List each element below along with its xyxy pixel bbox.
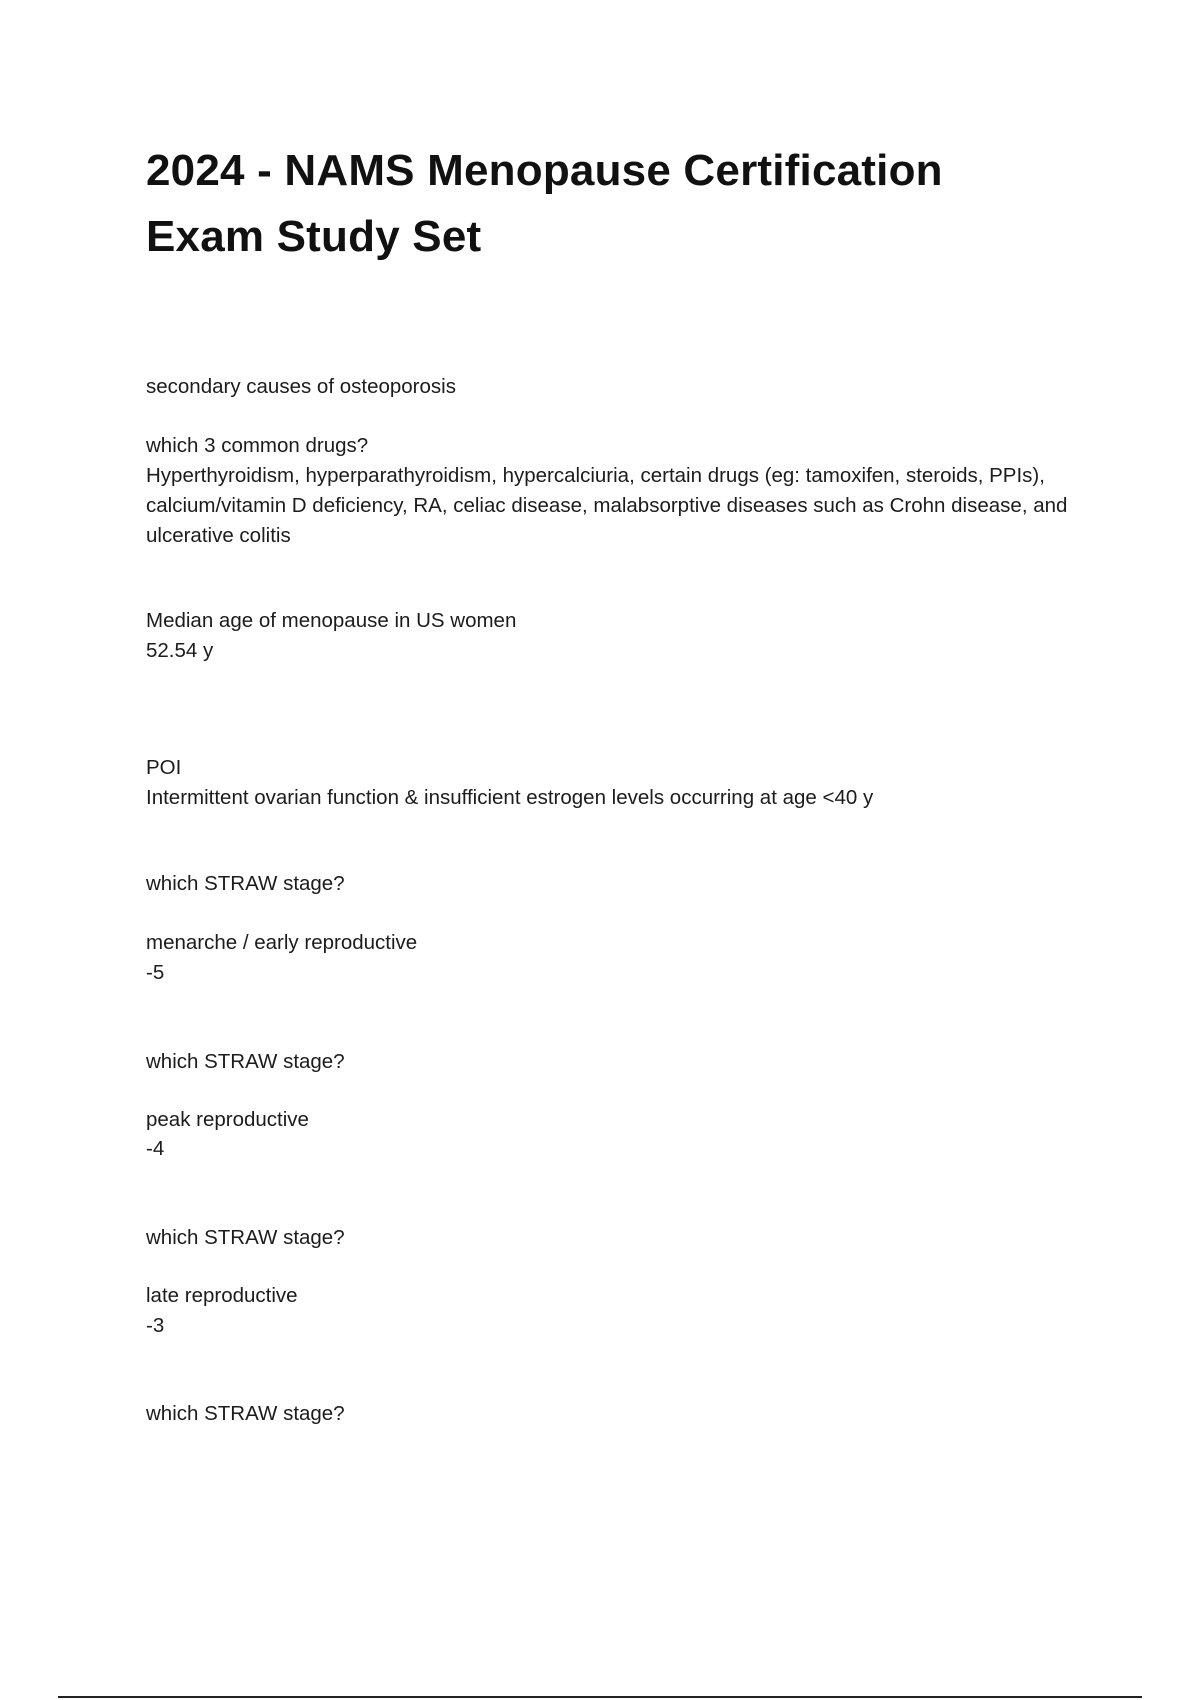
page-title: [146, 138, 1106, 270]
card-4-term: menarche / early reproductive: [146, 931, 418, 954]
page-bottom-divider: [58, 1696, 1142, 1698]
card-4-answer: -5: [146, 961, 165, 984]
card-4-question: which STRAW stage?: [146, 872, 345, 895]
card-1-answer: Hyperthyroidism, hyperparathyroidism, hypercalciuria, certain drugs (eg: tamoxifen, steroids, PPIs), calcium/vitamin D deficiency, RA, celiac disease, malabsorptive diseases such as Crohn disease, and ulcerative colitis: [146, 464, 1068, 547]
card-1-term: secondary causes of osteoporosis: [146, 375, 456, 398]
card-2-term: Median age of menopause in US women: [146, 609, 517, 632]
card-6-term: late reproductive: [146, 1284, 298, 1307]
page-title-line-1: 2024 - NAMS Menopause Certification: [146, 146, 943, 195]
card-5-term: peak reproductive: [146, 1108, 309, 1131]
card-5-answer: -4: [146, 1137, 165, 1160]
card-6-answer: -3: [146, 1314, 165, 1337]
card-5-question: which STRAW stage?: [146, 1050, 345, 1073]
card-2-answer: 52.54 y: [146, 639, 214, 662]
card-3-answer: Intermittent ovarian function & insufficient estrogen levels occurring at age <40 y: [146, 786, 874, 809]
card-6-question: which STRAW stage?: [146, 1226, 345, 1249]
card-3-term: POI: [146, 756, 182, 779]
card-7-question: which STRAW stage?: [146, 1402, 345, 1425]
page-title-line-2: Exam Study Set: [146, 212, 482, 261]
card-1-question: which 3 common drugs?: [146, 434, 369, 457]
